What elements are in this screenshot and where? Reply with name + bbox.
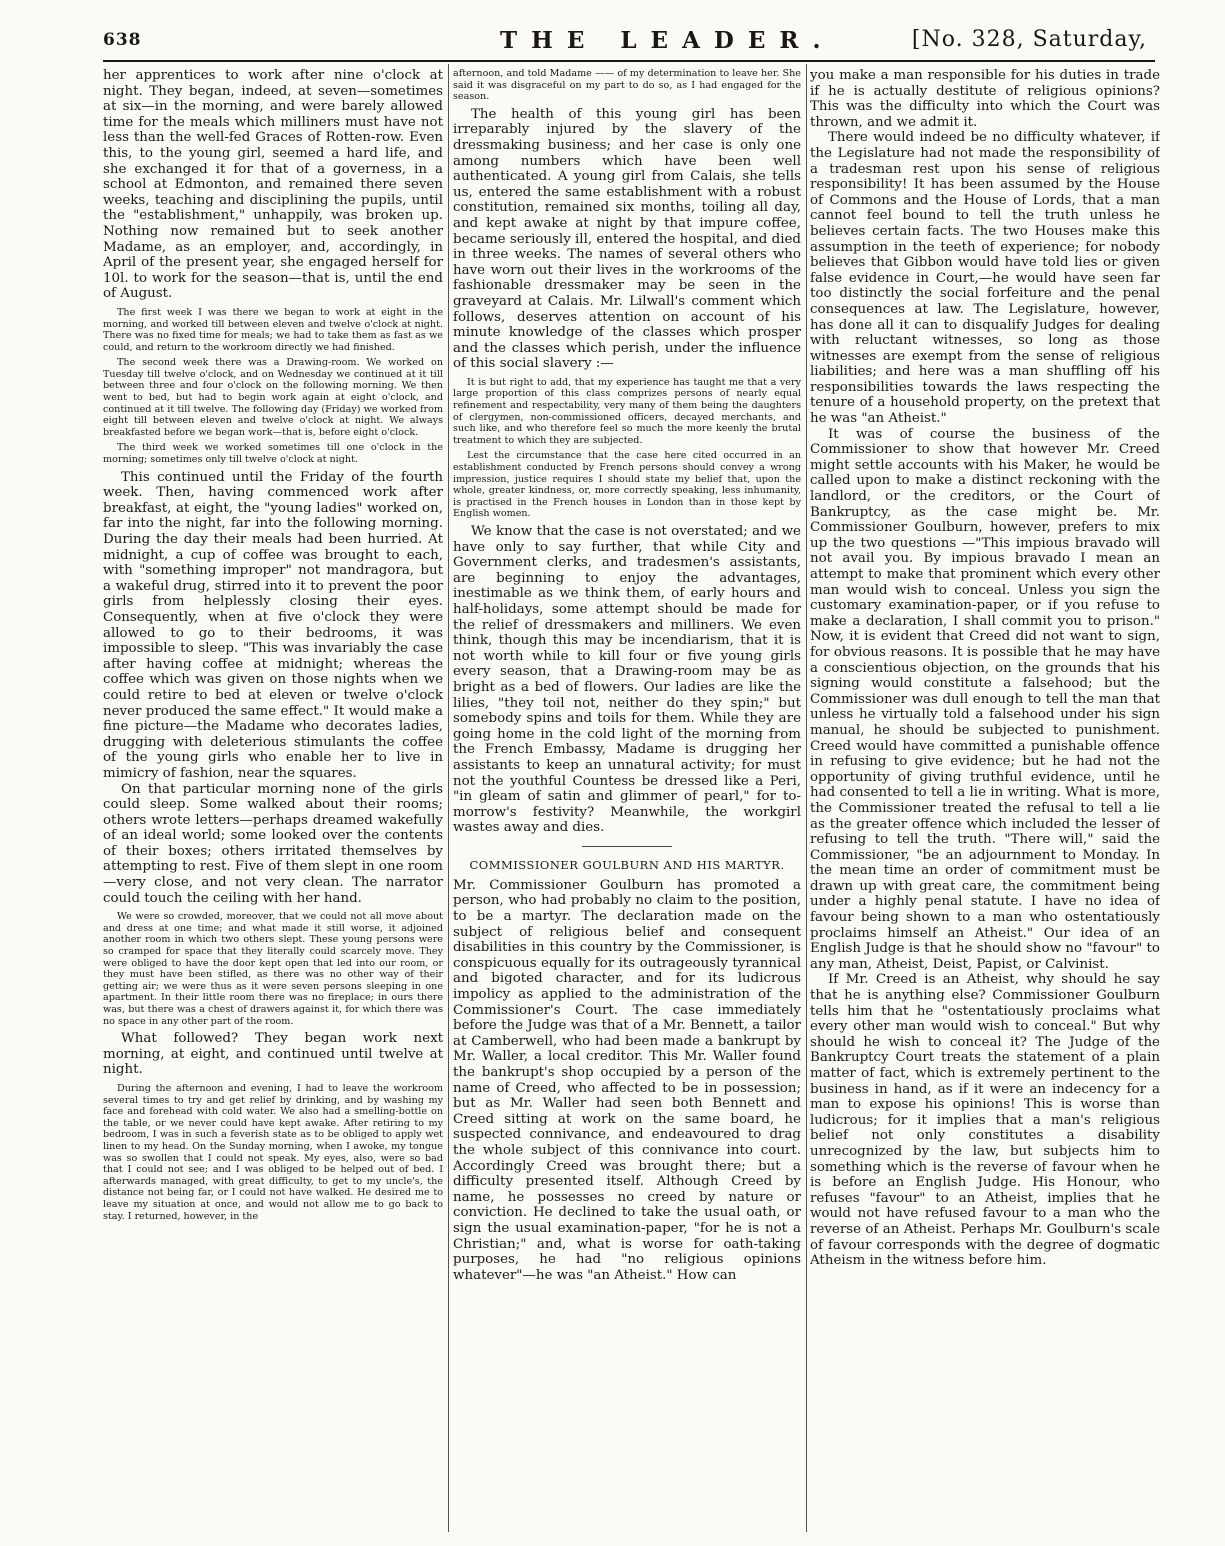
quoted-passage: During the afternoon and evening, I had to leave the workroom several times to try and get relief by drinking, and by washing my face and forehead with cold water. We also had a smelling-bottle on the table, or we never could have kept awake. After retiring to my bedroom, I was in such a feverish state as to be obliged to apply wet linen to my head. On the Sunday morning, when I awoke, my tongue was so swollen that I could not speak. My eyes, also, were so bad that I could not see; and I was obliged to be helped out of bed. I afterwards managed, with great difficulty, to get to my uncle's, the distance not being far, or I could not have walked. He desired me to leave my situation at once, and would not allow me to go back to stay. I returned, however, in the [103, 1082, 443, 1222]
column-3 [810, 68, 1160, 1530]
quoted-passage: afternoon, and told Madame —— of my determination to leave her. She said it was disgraceful on my part to do so, as I had engaged for the season. [453, 68, 801, 103]
quoted-passage: The first week I was there we began to work at eight in the morning, and worked till between eleven and twelve o'clock at night. There was no fixed time for meals; we had to take them as fast as we could, and return to the workroom directly we had finished. [103, 306, 443, 353]
paragraph: you make a man responsible for his duties in trade if he is actually destitute of religious opinions? This was the difficulty into which the Court was thrown, and we admit it. [810, 68, 1160, 130]
page-header [0, 0, 1225, 60]
paragraph: The health of this young girl has been irreparably injured by the slavery of the dressmaking business; and her case is only one among numbers which have been well authenticated. A young girl from Calais, she tells us, entered the same establishment with a robust constitution, remained six months, toiling all day, and kept awake at night by that impure coffee, became seriously ill, entered the hospital, and died in three weeks. The names of several others who have worn out their lives in the workrooms of the fashionable dressmaker may be seen in the graveyard at Calais. Mr. Lilwall's comment which follows, deserves attention on account of his minute knowledge of the classes which prosper and the classes which perish, under the influence of this social slavery :— [453, 106, 801, 372]
paragraph: We know that the case is not overstated; and we have only to say further, that while City and Government clerks, and tradesmen's assistants, are beginning to enjoy the advantages, inestimable as we think them, of early hours and half-holidays, some attempt should be made for the relief of dressmakers and milliners. We even think, though this may be incendiarism, that it is not worth while to kill four or five young girls every season, that a Drawing-room may be as bright as a bed of flowers. Our ladies are like the lilies, "they toil not, neither do they spin;" but somebody spins and toils for them. While they are going home in the cold light of the morning from the French Embassy, Madame is drugging her assistants to keep an unnatural activity; for must not the youthful Countess be dressed like a Peri, "in gleam of satin and glimmer of pearl," for to-morrow's festivity? Meanwhile, the workgirl wastes away and dies. [453, 524, 801, 836]
paragraph: There would indeed be no difficulty whatever, if the Legislature had not made the responsibility of a tradesman rest upon his sense of religious responsibility! It has been assumed by the House of Commons and the House of Lords, that a man cannot feel bound to tell the truth unless he believes certain facts. The two Houses make this assumption in the teeth of experience; for nobody believes that Gibbon would have told lies or given false evidence in Court,—he would have seen far too distinctly the social forfeiture and the penal consequences at law. The Legislature, however, has done all it can to disqualify Judges for dealing with reluctant witnesses, so long as those witnesses are exempt from the sense of religious liabilities; and here was a man shuffling off his responsibilities towards the laws respecting the tenure of a household property, on the pretext that he was "an Atheist." [810, 130, 1160, 427]
paragraph: What followed? They began work next morning, at eight, and continued until twelve at night. [103, 1031, 443, 1078]
paragraph: It was of course the business of the Commissioner to show that however Mr. Creed might settle accounts with his Maker, he would be called upon to make a distinct reckoning with the landlord, or the creditors, or the Court of Bankruptcy, as the case might be. Mr. Commissioner Goulburn, however, prefers to mix up the two questions —"This impious bravado will not avail you. By impious bravado I mean an attempt to make that prominent which every other man would wish to conceal. Unless you sign the customary examination-paper, or if you refuse to make a declaration, I shall commit you to prison." Now, it is evident that Creed did not want to sign, for obvious reasons. It is possible that he may have a conscientious objection, on the grounds that his signing would constitute a falsehood; but the Commissioner was dull enough to tell the man that unless he virtually told a falsehood under his sign manual, he should be subjected to punishment. Creed would have committed a punishable offence in refusing to give evidence; but he had not the opportunity of giving truthful evidence, until he had consented to tell a lie in writing. What is more, the Commissioner treated the refusal to tell a lie as the greater offence which included the lesser of refusing to tell the truth. "There will," said the Commissioner, "be an adjournment to Monday. In the mean time an order of commitment must be drawn up with great care, the commitment being under a highly penal statute. I have no idea of favour being shown to a man who ostentatiously proclaims himself an Atheist." Our idea of an English Judge is that he should show no "favour" to any man, Atheist, Deist, Papist, or Calvinist. [810, 426, 1160, 972]
newspaper-title: THE LEADER. [500, 27, 835, 54]
paragraph: On that particular morning none of the girls could sleep. Some walked about their rooms; others wrote letters—perhaps dreamed wakefully of an ideal world; some looked over the contents of their boxes; others irritated themselves by attempting to rest. Five of them slept in one room—very close, and not very clean. The narrator could touch the ceiling with her hand. [103, 781, 443, 906]
issue-label: [No. 328, Saturday, [911, 27, 1147, 52]
quoted-passage: The third week we worked sometimes till one o'clock in the morning; sometimes only till twelve o'clock at night. [103, 442, 443, 466]
column-rule [448, 64, 449, 1532]
article-heading: COMMISSIONER GOULBURN AND HIS MARTYR. [469, 857, 785, 872]
paragraph: If Mr. Creed is an Atheist, why should he say that he is anything else? Commissioner Goulburn tells him that he "ostentatiously proclaims what every other man would wish to conceal." But why should he wish to conceal it? The Judge of the Bankruptcy Court treats the statement of a plain matter of fact, which is extremely pertinent to the business in hand, as if it were an indecency for a man to expose his opinions! This is worse than ludicrous; for it implies that a man's religious belief not only constitutes a disability unrecognized by the law, but subjects him to something which is the reverse of favour when he is before an English Judge. His Honour, who refuses "favour" to an Atheist, implies that he would not have refused favour to a man who the reverse of an Atheist. Perhaps Mr. Goulburn's scale of favour corresponds with the degree of dogmatic Atheism in the witness before him. [810, 972, 1160, 1269]
paragraph: This continued until the Friday of the fourth week. Then, having commenced work after breakfast, at eight, the "young ladies" worked on, far into the night, far into the following morning. During the day their meals had been hurried. At midnight, a cup of coffee was brought to each, with "something improper" not mandragora, but a wakeful drug, stirred into it to prevent the poor girls from helplessly closing their eyes. Consequently, when at five o'clock they were allowed to go to their bedrooms, it was impossible to sleep. "This was invariably the case after having coffee at midnight; whereas the coffee which was given on those nights when we could retire to bed at eleven or twelve o'clock never produced the same effect." It would make a fine picture—the Madame who decorates ladies, drugging with deleterious stimulants the coffee of the young girls who enable her to live in mimicry of fashion, near the squares. [103, 469, 443, 781]
column-1 [103, 68, 443, 1530]
quoted-passage: We were so crowded, moreover, that we could not all move about and dress at one time; and what made it still worse, it adjoined another room in which two others slept. These young persons were so cramped for space that they literally could scarcely move. They were obliged to have the door kept open that led into our room, or they must have been stifled, as there was no other way of their getting air; we were thus as it were seven persons sleeping in one apartment. In their little room there was no fireplace; in ours there was, but there was a chest of drawers against it, for which there was no space in any other part of the room. [103, 911, 443, 1027]
page-number: 638 [103, 30, 142, 50]
column-2 [453, 68, 801, 1530]
quoted-passage: The second week there was a Drawing-room. We worked on Tuesday till twelve o'clock, and on Wednesday we continued at it till between three and four o'clock on the following morning. We then went to bed, but had to begin work again at eight o'clock, and continued at it till twelve. The following day (Friday) we worked from eight till between eleven and twelve o'clock at night. We always breakfasted before we began work—that is, before eight o'clock. [103, 357, 443, 438]
column-rule [806, 64, 807, 1532]
section-divider [582, 846, 672, 847]
header-rule [103, 60, 1155, 62]
quoted-passage: It is but right to add, that my experience has taught me that a very large proportion of this class comprizes persons of nearly equal refinement and respectability, very many of them being the daughters of clergymen, non-commissioned officers, decayed merchants, and such like, and who therefore feel so much the more keenly the brutal treatment to which they are subjected. [453, 376, 801, 446]
quoted-passage: Lest the circumstance that the case here cited occurred in an establishment conducted by French persons should convey a wrong impression, justice requires I should state my belief that, upon the whole, greater kindness, or, more correctly speaking, less inhumanity, is practised in the French houses in London than in those kept by English women. [453, 450, 801, 520]
paragraph: her apprentices to work after nine o'clock at night. They began, indeed, at seven—sometimes at six—in the morning, and were barely allowed time for the meals which milliners must have not less than the well-fed Graces of Rotten-row. Even this, to the young girl, seemed a hard life, and she exchanged it for that of a governess, in a school at Edmonton, and remained there seven weeks, teaching and disciplining the pupils, until the "establishment," unhappily, was broken up. Nothing now remained but to seek another Madame, as an employer, and, accordingly, in April of the present year, she engaged herself for 10l. to work for the season—that is, until the end of August. [103, 68, 443, 302]
paragraph: Mr. Commissioner Goulburn has promoted a person, who had probably no claim to the position, to be a martyr. The declaration made on the subject of religious belief and consequent disabilities in this country by the Commissioner, is conspicuous equally for its outrageously tyrannical and bigoted character, and for its ludicrous impolicy as applied to the administration of the Commissioner's Court. The case immediately before the Judge was that of a Mr. Bennett, a tailor at Camberwell, who had been made a bankrupt by Mr. Waller, a local creditor. This Mr. Waller found the bankrupt's shop occupied by a person of the name of Creed, who affected to be in possession; but as Mr. Waller had seen both Bennett and Creed sitting at work on the same board, he suspected connivance, and endeavoured to drag the whole subject of this connivance into court. Accordingly Creed was brought there; but a difficulty presented itself. Although Creed by name, he possesses no creed by nature or conviction. He declined to take the usual oath, or sign the usual examination-paper, "for he is not a Christian;" and, what is worse for oath-taking purposes, he had "no religious opinions whatever"—he was "an Atheist." How can [453, 877, 801, 1283]
